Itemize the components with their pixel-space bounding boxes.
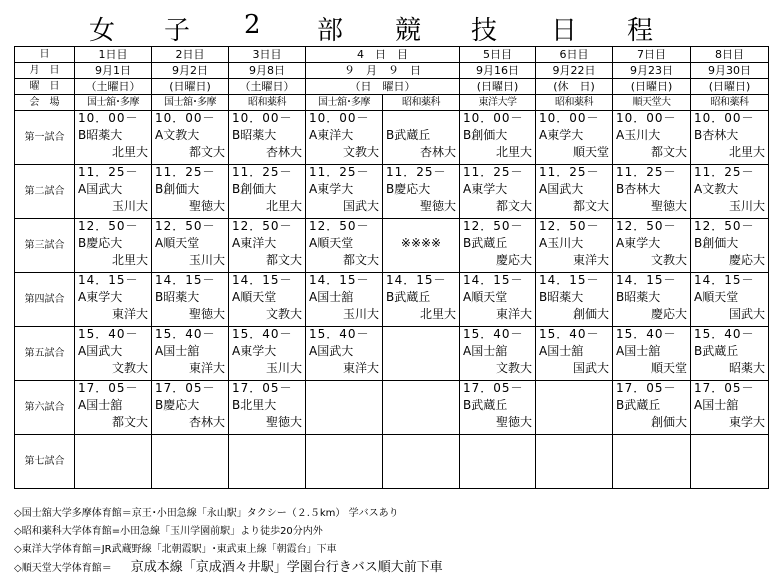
venue-header: 国士舘･多摩	[152, 95, 229, 111]
game-cell	[229, 435, 306, 489]
game-cell	[613, 327, 691, 381]
weekday-header: (休 日)	[536, 79, 613, 95]
game-cell	[306, 165, 383, 219]
team-b: 杏林大	[265, 145, 302, 159]
team-b: 聖徳大	[265, 415, 302, 429]
game-cell	[306, 111, 383, 165]
date-header-row	[15, 63, 769, 79]
team-a: B武蔵丘	[386, 290, 431, 304]
team-a: A東洋大	[309, 128, 354, 142]
team-a: B創価大	[232, 182, 277, 196]
team-a: B北里大	[232, 398, 277, 412]
game-time: 12．50－	[78, 219, 139, 233]
game-cell	[383, 381, 460, 435]
game-cell	[613, 111, 691, 165]
game-time: 12．50－	[155, 219, 216, 233]
game-cell	[306, 435, 383, 489]
game-time: 17．05－	[232, 381, 293, 395]
team-a: A国士舘	[616, 344, 661, 358]
day-header: 3日目	[229, 47, 306, 63]
team-b: 創価大	[572, 307, 609, 321]
date-header: 9月22日	[536, 63, 613, 79]
team-a: A順天堂	[694, 290, 739, 304]
date-header: 9月8日	[229, 63, 306, 79]
game-cell	[306, 327, 383, 381]
team-a: B武蔵丘	[386, 128, 431, 142]
team-b: 東洋大	[111, 307, 148, 321]
game-time: 11．25－	[694, 165, 755, 179]
game-cell	[536, 273, 613, 327]
game-cell	[306, 219, 383, 273]
game-cell	[229, 219, 306, 273]
team-a: B杏林大	[694, 128, 739, 142]
team-b: 北里大	[111, 145, 148, 159]
team-a: A国武大	[78, 182, 123, 196]
team-b: 聖徳大	[650, 199, 687, 213]
game-label: 第三試合	[15, 219, 75, 273]
game-time: 11．25－	[463, 165, 524, 179]
weekday-header: （土曜日）	[229, 79, 306, 95]
day-header-row	[15, 47, 769, 63]
team-a: B武蔵丘	[616, 398, 661, 412]
note-line	[14, 559, 443, 578]
game-time: 14．15－	[694, 273, 755, 287]
team-b: 聖徳大	[188, 307, 225, 321]
team-b: 昭薬大	[728, 361, 765, 375]
game-cell	[613, 435, 691, 489]
game-cell	[536, 381, 613, 435]
date-header: 9月1日	[75, 63, 152, 79]
game-time: 12．50－	[309, 219, 370, 233]
game-time: 10．00－	[232, 111, 293, 125]
game-cell	[460, 111, 536, 165]
game-time: 14．15－	[78, 273, 139, 287]
game-time: 10．00－	[309, 111, 370, 125]
team-b: 北里大	[728, 145, 765, 159]
venue-header: 昭和薬科	[383, 95, 460, 111]
venue-header: 順天堂大	[613, 95, 691, 111]
team-b: 東洋大	[342, 361, 379, 375]
team-b: 国武大	[342, 199, 379, 213]
game-cell	[152, 435, 229, 489]
team-a: B昭薬大	[232, 128, 277, 142]
game-row	[15, 165, 769, 219]
team-a: B武蔵丘	[694, 344, 739, 358]
game-cell	[306, 273, 383, 327]
day-header: 4 日 目	[306, 47, 460, 63]
game-time: 17．05－	[694, 381, 755, 395]
team-a: A東学大	[463, 182, 508, 196]
game-cell	[536, 327, 613, 381]
weekday-header: (日曜日)	[460, 79, 536, 95]
game-time: 15．40－	[232, 327, 293, 341]
game-time: 11．25－	[155, 165, 216, 179]
game-time: 11．25－	[386, 165, 447, 179]
team-a: A玉川大	[616, 128, 661, 142]
game-label: 第四試合	[15, 273, 75, 327]
team-a: B創価大	[155, 182, 200, 196]
venue-header: 東洋大学	[460, 95, 536, 111]
note-line: ◇昭和薬科大学体育館=小田急線「玉川学園前駅」より徒歩20分内外	[14, 526, 323, 537]
note-line: ◇東洋大学体育館＝JR武蔵野線「北朝霞駅」･東武東上線「朝霞台」下車	[14, 544, 337, 555]
game-cell	[460, 327, 536, 381]
team-a: B慶応大	[78, 236, 123, 250]
game-time: 14．15－	[155, 273, 216, 287]
schedule-table	[14, 46, 769, 489]
team-b: 都文大	[650, 145, 687, 159]
game-time: 12．50－	[232, 219, 293, 233]
weekday-header-row	[15, 79, 769, 95]
game-cell	[691, 273, 769, 327]
game-cell	[75, 111, 152, 165]
team-b: 順天堂	[650, 361, 687, 375]
title-char: 競	[395, 16, 422, 46]
team-b: 都文大	[495, 199, 532, 213]
game-cell	[229, 165, 306, 219]
game-cell	[75, 219, 152, 273]
game-cell	[75, 435, 152, 489]
team-b: 国武大	[728, 307, 765, 321]
team-b: 順天堂	[572, 145, 609, 159]
venue-header-label: 会 場	[15, 95, 75, 111]
game-time: 10．00－	[463, 111, 524, 125]
team-a: A順天堂	[232, 290, 277, 304]
team-b: 玉川大	[342, 307, 379, 321]
team-a: A順天堂	[309, 236, 354, 250]
game-cell	[75, 327, 152, 381]
game-cell	[536, 219, 613, 273]
day-header: 2日目	[152, 47, 229, 63]
game-time: 10．00－	[155, 111, 216, 125]
note-suffix: 京成本線「京成酒々井駅」学園台行きバス順大前下車	[130, 560, 443, 575]
game-row	[15, 219, 769, 273]
title-char: 技	[471, 16, 498, 46]
team-b: 都文大	[342, 253, 379, 267]
game-cell	[536, 165, 613, 219]
venue-header: 昭和薬科	[229, 95, 306, 111]
game-cell	[691, 381, 769, 435]
game-cell	[613, 219, 691, 273]
game-time: 11．25－	[78, 165, 139, 179]
game-time: 14．15－	[463, 273, 524, 287]
team-b: 慶応大	[495, 253, 532, 267]
game-time: 17．05－	[155, 381, 216, 395]
game-time: 12．50－	[616, 219, 677, 233]
game-cell	[229, 327, 306, 381]
team-a: B昭薬大	[155, 290, 200, 304]
venue-header: 国士舘･多摩	[75, 95, 152, 111]
game-cell	[383, 219, 460, 273]
game-cell	[383, 327, 460, 381]
game-cell	[691, 327, 769, 381]
team-a: A国士舘	[78, 398, 123, 412]
game-time: 10．00－	[616, 111, 677, 125]
game-cell	[460, 165, 536, 219]
game-time: 15．40－	[616, 327, 677, 341]
game-note: ※※※※	[400, 236, 442, 250]
game-time: 14．15－	[309, 273, 370, 287]
game-time: 17．05－	[78, 381, 139, 395]
game-cell	[460, 273, 536, 327]
game-time: 12．50－	[463, 219, 524, 233]
team-a: A順天堂	[463, 290, 508, 304]
game-label: 第七試合	[15, 435, 75, 489]
game-cell	[383, 273, 460, 327]
team-b: 東洋大	[495, 307, 532, 321]
team-a: A国士舘	[463, 344, 508, 358]
game-cell	[536, 111, 613, 165]
game-cell	[152, 327, 229, 381]
day-header: 6日目	[536, 47, 613, 63]
team-a: A国士舘	[155, 344, 200, 358]
game-time: 10．00－	[694, 111, 755, 125]
team-a: A国武大	[539, 182, 584, 196]
team-b: 北里大	[265, 199, 302, 213]
team-a: B慶応大	[155, 398, 200, 412]
title-char: 日	[551, 16, 578, 46]
game-time: 15．40－	[694, 327, 755, 341]
schedule-body	[15, 47, 769, 489]
weekday-header: (日曜日)	[152, 79, 229, 95]
team-b: 玉川大	[728, 199, 765, 213]
team-b: 文教大	[495, 361, 532, 375]
team-b: 東学大	[728, 415, 765, 429]
team-a: A東学大	[78, 290, 123, 304]
game-cell	[229, 273, 306, 327]
team-a: A国武大	[309, 344, 354, 358]
team-a: B杏林大	[616, 182, 661, 196]
game-cell	[75, 381, 152, 435]
game-time: 10．00－	[78, 111, 139, 125]
day-header: 1日目	[75, 47, 152, 63]
team-a: A玉川大	[539, 236, 584, 250]
day-header: 5日目	[460, 47, 536, 63]
team-a: A文教大	[155, 128, 200, 142]
title-char: 部	[317, 16, 344, 46]
team-a: B武蔵丘	[463, 398, 508, 412]
team-a: A国士舘	[539, 344, 584, 358]
game-time: 15．40－	[539, 327, 600, 341]
venue-header: 昭和薬科	[536, 95, 613, 111]
game-time: 11．25－	[309, 165, 370, 179]
team-a: A国武大	[78, 344, 123, 358]
team-b: 国武大	[572, 361, 609, 375]
game-time: 12．50－	[694, 219, 755, 233]
team-a: A文教大	[694, 182, 739, 196]
team-b: 慶応大	[650, 307, 687, 321]
game-cell	[691, 435, 769, 489]
note-prefix: ◇順天堂大学体育館＝	[14, 563, 112, 574]
game-cell	[75, 165, 152, 219]
date-header: 9月16日	[460, 63, 536, 79]
title-char: 子	[164, 16, 191, 46]
game-cell	[306, 381, 383, 435]
game-time: 14．15－	[616, 273, 677, 287]
game-cell	[460, 381, 536, 435]
game-cell	[536, 435, 613, 489]
game-cell	[613, 165, 691, 219]
team-b: 文教大	[111, 361, 148, 375]
team-a: B慶応大	[386, 182, 431, 196]
team-b: 東洋大	[572, 253, 609, 267]
team-b: 北里大	[419, 307, 456, 321]
title-char: 程	[627, 16, 654, 46]
game-row	[15, 327, 769, 381]
page-title	[14, 6, 768, 46]
game-cell	[152, 165, 229, 219]
team-a: A東学大	[232, 344, 277, 358]
venue-header: 国士舘･多摩	[306, 95, 383, 111]
team-a: A東学大	[539, 128, 584, 142]
game-cell	[152, 111, 229, 165]
team-b: 創価大	[650, 415, 687, 429]
day-header-label: 日	[15, 47, 75, 63]
team-b: 都文大	[188, 145, 225, 159]
game-time: 14．15－	[386, 273, 447, 287]
game-cell	[383, 435, 460, 489]
game-row	[15, 273, 769, 327]
team-b: 玉川大	[111, 199, 148, 213]
venue-header-row	[15, 95, 769, 111]
weekday-header: (日曜日)	[613, 79, 691, 95]
note-line: ◇国士舘大学多摩体育館＝京王･小田急線「永山駅」タクシー（２.５km） 学バスあり	[14, 508, 399, 519]
game-time: 15．40－	[309, 327, 370, 341]
date-header: 9月30日	[691, 63, 769, 79]
team-b: 玉川大	[265, 361, 302, 375]
game-cell	[460, 219, 536, 273]
day-header: 8日目	[691, 47, 769, 63]
date-header: 9月2日	[152, 63, 229, 79]
game-cell	[152, 273, 229, 327]
team-a: A国士舘	[694, 398, 739, 412]
team-b: 都文大	[111, 415, 148, 429]
game-label: 第五試合	[15, 327, 75, 381]
game-cell	[152, 219, 229, 273]
team-b: 文教大	[650, 253, 687, 267]
title-char: 2	[244, 10, 261, 40]
team-a: B武蔵丘	[463, 236, 508, 250]
date-header: 9月23日	[613, 63, 691, 79]
game-time: 17．05－	[616, 381, 677, 395]
weekday-header-label: 曜 日	[15, 79, 75, 95]
team-a: A東学大	[616, 236, 661, 250]
game-label: 第六試合	[15, 381, 75, 435]
team-a: B昭薬大	[539, 290, 584, 304]
game-cell	[75, 273, 152, 327]
team-b: 都文大	[265, 253, 302, 267]
game-row	[15, 381, 769, 435]
game-time: 15．40－	[155, 327, 216, 341]
team-a: B昭薬大	[78, 128, 123, 142]
game-label: 第二試合	[15, 165, 75, 219]
team-a: A東学大	[309, 182, 354, 196]
game-cell	[383, 165, 460, 219]
team-a: A順天堂	[155, 236, 200, 250]
game-row	[15, 111, 769, 165]
game-time: 10．00－	[539, 111, 600, 125]
team-b: 玉川大	[188, 253, 225, 267]
team-a: A国士舘	[309, 290, 354, 304]
game-cell	[691, 165, 769, 219]
game-time: 11．25－	[232, 165, 293, 179]
team-b: 聖徳大	[495, 415, 532, 429]
team-b: 杏林大	[419, 145, 456, 159]
game-time: 14．15－	[539, 273, 600, 287]
team-b: 北里大	[495, 145, 532, 159]
game-row	[15, 435, 769, 489]
game-cell	[152, 381, 229, 435]
team-b: 杏林大	[188, 415, 225, 429]
team-a: B創価大	[463, 128, 508, 142]
date-header-label: 月 日	[15, 63, 75, 79]
game-label: 第一試合	[15, 111, 75, 165]
team-a: B昭薬大	[616, 290, 661, 304]
day-header: 7日目	[613, 47, 691, 63]
team-b: 聖徳大	[419, 199, 456, 213]
team-b: 聖徳大	[188, 199, 225, 213]
game-cell	[229, 381, 306, 435]
venue-notes	[14, 505, 443, 578]
team-a: A東洋大	[232, 236, 277, 250]
title-char: 女	[89, 16, 116, 46]
weekday-header: （日 曜日）	[306, 79, 460, 95]
team-b: 都文大	[572, 199, 609, 213]
game-cell	[691, 219, 769, 273]
team-b: 北里大	[111, 253, 148, 267]
date-header: ９ 月 ９ 日	[306, 63, 460, 79]
weekday-header: (日曜日)	[691, 79, 769, 95]
team-b: 慶応大	[728, 253, 765, 267]
game-time: 15．40－	[78, 327, 139, 341]
team-b: 文教大	[265, 307, 302, 321]
game-time: 12．50－	[539, 219, 600, 233]
game-time: 14．15－	[232, 273, 293, 287]
weekday-header: （土曜日）	[75, 79, 152, 95]
team-b: 東洋大	[188, 361, 225, 375]
team-b: 文教大	[342, 145, 379, 159]
game-time: 15．40－	[463, 327, 524, 341]
game-cell	[229, 111, 306, 165]
game-time: 17．05－	[463, 381, 524, 395]
game-cell	[613, 273, 691, 327]
game-cell	[460, 435, 536, 489]
game-cell	[691, 111, 769, 165]
game-time: 11．25－	[616, 165, 677, 179]
team-a: B創価大	[694, 236, 739, 250]
game-time: 11．25－	[539, 165, 600, 179]
game-cell	[383, 111, 460, 165]
venue-header: 昭和薬科	[691, 95, 769, 111]
game-cell	[613, 381, 691, 435]
